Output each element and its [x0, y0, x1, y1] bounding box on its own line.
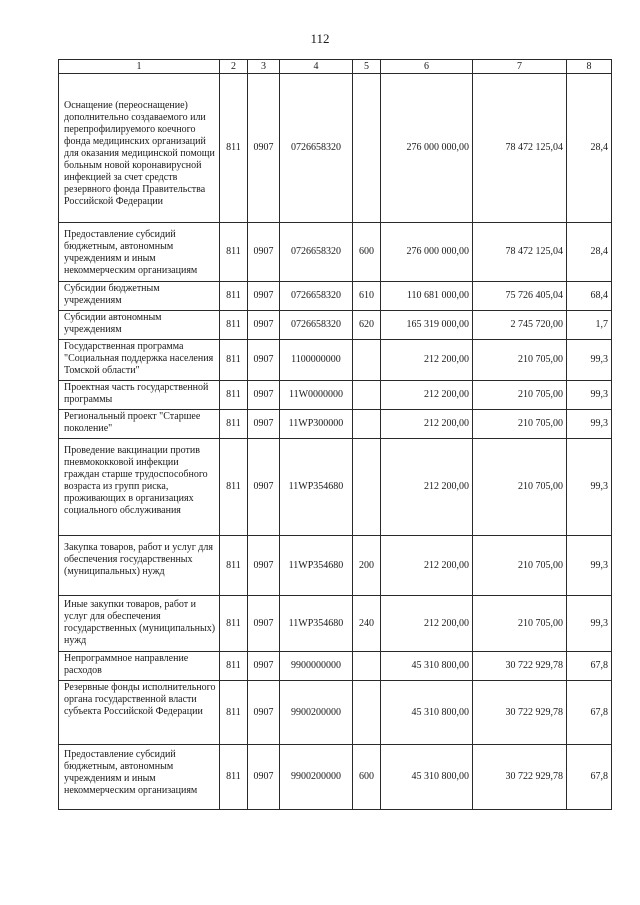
row-expense-type — [353, 340, 381, 381]
row-target-code: 11WP354680 — [280, 536, 353, 596]
row-expense-type: 200 — [353, 536, 381, 596]
row-percent: 67,8 — [567, 681, 612, 745]
row-expense-type: 240 — [353, 596, 381, 652]
row-section-code: 0907 — [248, 439, 280, 536]
row-planned: 276 000 000,00 — [381, 223, 473, 282]
row-target-code: 11WP354680 — [280, 439, 353, 536]
column-header: 2 — [220, 60, 248, 74]
row-percent: 68,4 — [567, 282, 612, 311]
row-target-code: 0726658320 — [280, 223, 353, 282]
row-name: Предоставление субсидий бюджетным, автономным учреждениям и иным некоммерческим организациям — [59, 745, 220, 810]
row-section-code: 0907 — [248, 381, 280, 410]
column-header: 8 — [567, 60, 612, 74]
table-row — [59, 652, 612, 681]
row-name: Оснащение (переоснащение) дополнительно создаваемого или перепрофилируемого коечного фонда медицинских организаций для оказания медицинской помощи больным новой коронавирусной инфекцией за счет средств резервного фонда Правительства Российской Федерации — [59, 74, 220, 223]
row-planned: 45 310 800,00 — [381, 681, 473, 745]
row-percent: 67,8 — [567, 745, 612, 810]
row-name: Региональный проект "Старшее поколение" — [59, 410, 220, 439]
row-planned: 110 681 000,00 — [381, 282, 473, 311]
row-ministry-code: 811 — [220, 340, 248, 381]
column-header: 7 — [473, 60, 567, 74]
row-planned: 212 200,00 — [381, 439, 473, 536]
row-target-code: 1100000000 — [280, 340, 353, 381]
row-ministry-code: 811 — [220, 745, 248, 810]
row-target-code: 9900200000 — [280, 681, 353, 745]
row-planned: 212 200,00 — [381, 410, 473, 439]
row-executed: 30 722 929,78 — [473, 681, 567, 745]
table-row — [59, 439, 612, 536]
row-section-code: 0907 — [248, 410, 280, 439]
row-section-code: 0907 — [248, 652, 280, 681]
row-percent: 1,7 — [567, 311, 612, 340]
row-name: Субсидии автономным учреждениям — [59, 311, 220, 340]
row-percent: 99,3 — [567, 381, 612, 410]
row-target-code: 9900200000 — [280, 745, 353, 810]
row-expense-type — [353, 74, 381, 223]
row-name: Иные закупки товаров, работ и услуг для обеспечения государственных (муниципальных) нужд — [59, 596, 220, 652]
row-planned: 165 319 000,00 — [381, 311, 473, 340]
table-row — [59, 536, 612, 596]
row-name: Субсидии бюджетным учреждениям — [59, 282, 220, 311]
budget-table — [58, 59, 612, 810]
column-header: 4 — [280, 60, 353, 74]
row-percent: 28,4 — [567, 223, 612, 282]
row-executed: 75 726 405,04 — [473, 282, 567, 311]
page-number: 112 — [310, 31, 330, 46]
row-ministry-code: 811 — [220, 311, 248, 340]
row-target-code: 0726658320 — [280, 311, 353, 340]
row-planned: 45 310 800,00 — [381, 652, 473, 681]
row-name: Проектная часть государственной программы — [59, 381, 220, 410]
row-executed: 210 705,00 — [473, 381, 567, 410]
table-row — [59, 381, 612, 410]
row-ministry-code: 811 — [220, 652, 248, 681]
row-target-code: 0726658320 — [280, 282, 353, 311]
header-row — [59, 60, 612, 74]
row-target-code: 9900000000 — [280, 652, 353, 681]
row-section-code: 0907 — [248, 340, 280, 381]
row-section-code: 0907 — [248, 282, 280, 311]
row-target-code: 11WP354680 — [280, 596, 353, 652]
row-percent: 28,4 — [567, 74, 612, 223]
table-row — [59, 340, 612, 381]
row-section-code: 0907 — [248, 681, 280, 745]
row-expense-type — [353, 410, 381, 439]
row-expense-type — [353, 439, 381, 536]
row-section-code: 0907 — [248, 74, 280, 223]
row-name: Резервные фонды исполнительного органа государственной власти субъекта Российской Федерации — [59, 681, 220, 745]
row-target-code: 11W0000000 — [280, 381, 353, 410]
row-name: Непрограммное направление расходов — [59, 652, 220, 681]
table-row — [59, 223, 612, 282]
row-executed: 210 705,00 — [473, 439, 567, 536]
row-percent: 99,3 — [567, 410, 612, 439]
row-expense-type — [353, 681, 381, 745]
row-target-code: 11WP300000 — [280, 410, 353, 439]
row-percent: 99,3 — [567, 596, 612, 652]
column-header: 5 — [353, 60, 381, 74]
row-ministry-code: 811 — [220, 410, 248, 439]
row-target-code: 0726658320 — [280, 74, 353, 223]
row-ministry-code: 811 — [220, 282, 248, 311]
row-section-code: 0907 — [248, 596, 280, 652]
row-executed: 78 472 125,04 — [473, 74, 567, 223]
row-name: Закупка товаров, работ и услуг для обеспечения государственных (муниципальных) нужд — [59, 536, 220, 596]
row-percent: 99,3 — [567, 439, 612, 536]
row-expense-type — [353, 381, 381, 410]
table-row — [59, 282, 612, 311]
row-expense-type — [353, 652, 381, 681]
row-name: Проведение вакцинации против пневмококковой инфекции граждан старше трудоспособного возраста из групп риска, проживающих в организациях социального обслуживания — [59, 439, 220, 536]
table-row — [59, 410, 612, 439]
row-executed: 210 705,00 — [473, 340, 567, 381]
row-expense-type: 600 — [353, 745, 381, 810]
column-header: 6 — [381, 60, 473, 74]
table-row — [59, 681, 612, 745]
row-section-code: 0907 — [248, 745, 280, 810]
row-ministry-code: 811 — [220, 681, 248, 745]
row-ministry-code: 811 — [220, 74, 248, 223]
row-section-code: 0907 — [248, 223, 280, 282]
row-executed: 210 705,00 — [473, 596, 567, 652]
row-planned: 276 000 000,00 — [381, 74, 473, 223]
row-percent: 67,8 — [567, 652, 612, 681]
row-ministry-code: 811 — [220, 439, 248, 536]
row-section-code: 0907 — [248, 311, 280, 340]
row-planned: 212 200,00 — [381, 381, 473, 410]
column-header: 3 — [248, 60, 280, 74]
row-executed: 2 745 720,00 — [473, 311, 567, 340]
row-expense-type: 620 — [353, 311, 381, 340]
row-percent: 99,3 — [567, 536, 612, 596]
row-executed: 30 722 929,78 — [473, 652, 567, 681]
row-section-code: 0907 — [248, 536, 280, 596]
row-planned: 212 200,00 — [381, 536, 473, 596]
row-planned: 45 310 800,00 — [381, 745, 473, 810]
table-row — [59, 311, 612, 340]
row-name: Государственная программа "Социальная поддержка населения Томской области" — [59, 340, 220, 381]
table-row — [59, 74, 612, 223]
row-executed: 30 722 929,78 — [473, 745, 567, 810]
table-row — [59, 596, 612, 652]
row-executed: 210 705,00 — [473, 536, 567, 596]
row-planned: 212 200,00 — [381, 340, 473, 381]
row-percent: 99,3 — [567, 340, 612, 381]
row-expense-type: 610 — [353, 282, 381, 311]
row-ministry-code: 811 — [220, 596, 248, 652]
row-expense-type: 600 — [353, 223, 381, 282]
row-executed: 210 705,00 — [473, 410, 567, 439]
row-executed: 78 472 125,04 — [473, 223, 567, 282]
row-planned: 212 200,00 — [381, 596, 473, 652]
row-ministry-code: 811 — [220, 223, 248, 282]
row-ministry-code: 811 — [220, 536, 248, 596]
table-row — [59, 745, 612, 810]
column-header: 1 — [59, 60, 220, 74]
row-ministry-code: 811 — [220, 381, 248, 410]
row-name: Предоставление субсидий бюджетным, автономным учреждениям и иным некоммерческим организациям — [59, 223, 220, 282]
